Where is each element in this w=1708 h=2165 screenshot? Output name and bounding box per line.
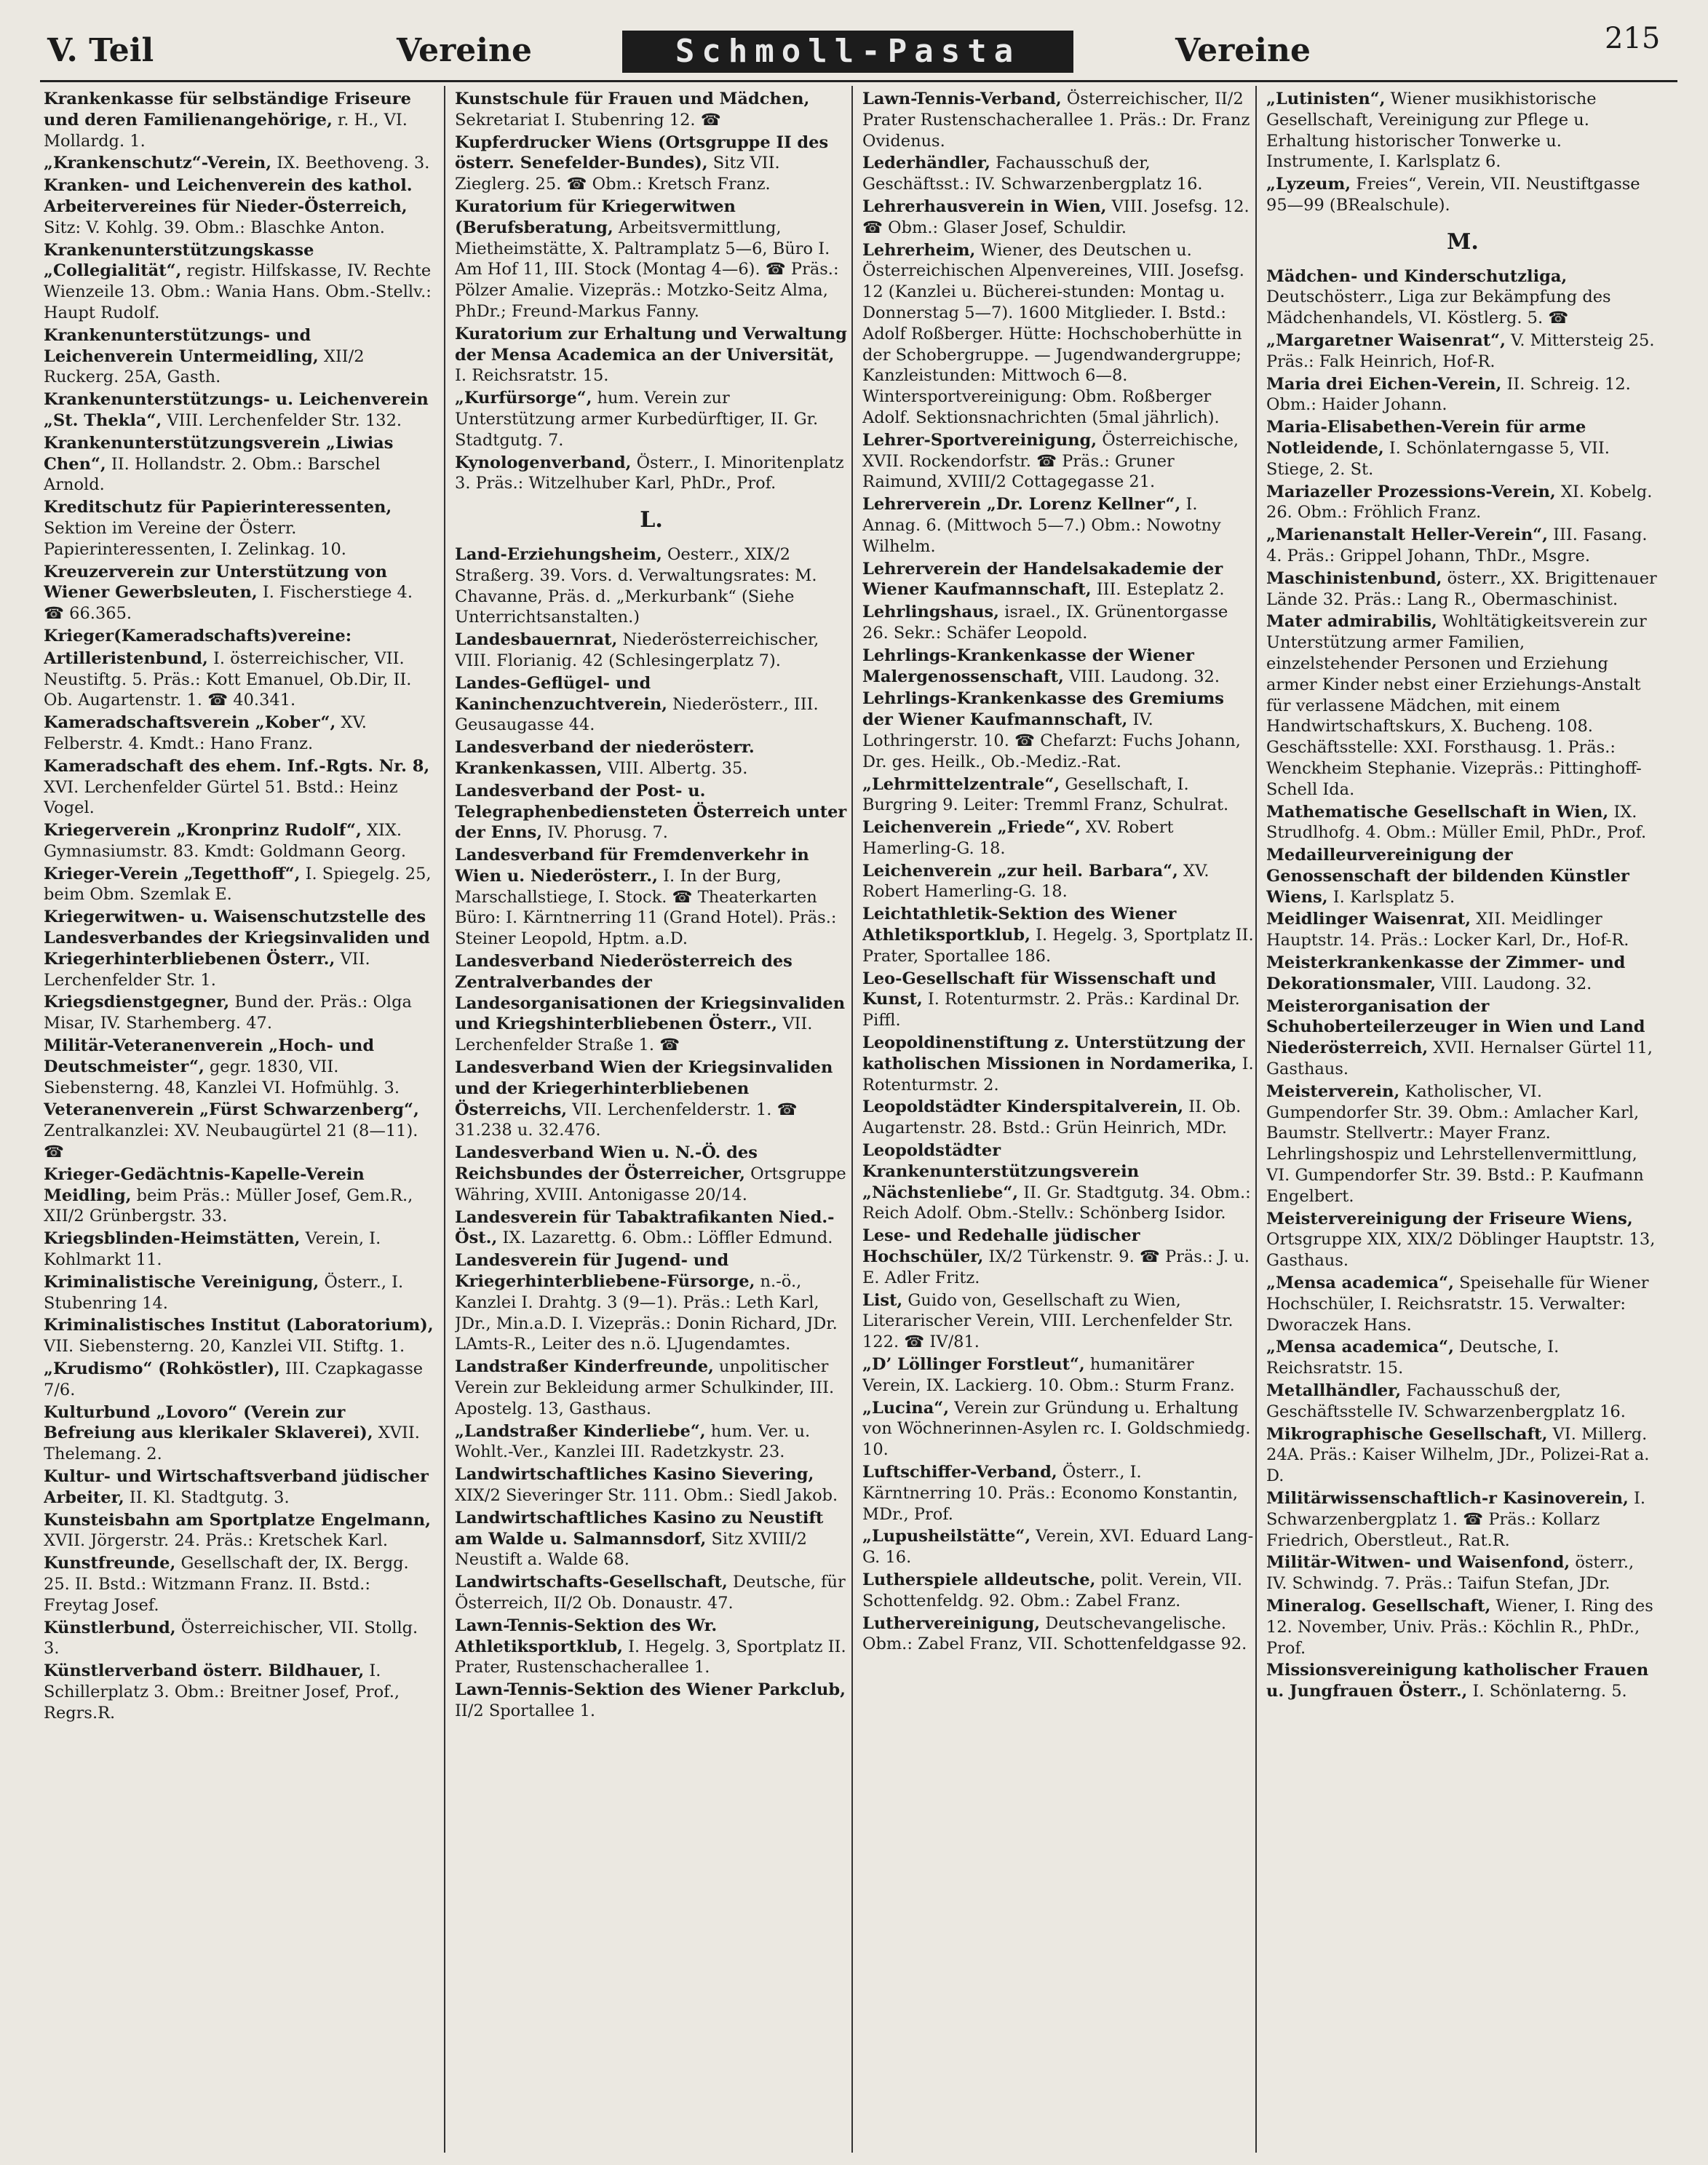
directory-entry: Medailleurvereinigung der Genossenschaft der bildenden Künstler Wiens, I. Karlsplatz 5. — [1266, 846, 1629, 907]
directory-entry: Luthervereinigung, Deutschevangelische. Obm.: Zabel Franz, VII. Schottenfeldgasse 92. — [862, 1613, 1247, 1654]
directory-entry: „Lucina“, Verein zur Gründung u. Erhaltung von Wöchnerinnen-Asylen rc. I. Goldschmiedg. 10. — [862, 1398, 1251, 1460]
directory-entry: Landwirtschaftliches Kasino Sievering, XIX/2 Sieveringer Str. 111. Obm.: Siedl Jakob. — [455, 1465, 838, 1505]
directory-entry: Mikrographische Gesellschaft, VI. Millerg. 24A. Präs.: Kaiser Wilhelm, JDr., Polizei-Rat a. D. — [1266, 1424, 1650, 1486]
directory-entry: „Lupusheilstätte“, Verein, XVI. Eduard Lang-G. 16. — [862, 1527, 1254, 1568]
directory-entry: Kriegsdienstgegner, Bund der. Präs.: Olga Misar, IV. Starhemberg. 47. — [44, 993, 412, 1033]
directory-entry: Meidlinger Waisenrat, XII. Meidlinger Hauptstr. 14. Präs.: Locker Karl, Dr., Hof-R. — [1266, 910, 1629, 950]
directory-entry: Leo-Gesellschaft für Wissenschaft und Kunst, I. Rotenturmstr. 2. Präs.: Kardinal Dr. Piffl. — [862, 969, 1240, 1030]
directory-entry: Landesbauernrat, Niederösterreichischer, VIII. Florianig. 42 (Schlesingerplatz 7). — [455, 630, 819, 670]
directory-entry: Lehrerverein der Handelsakademie der Wiener Kaufmannschaft, III. Esteplatz 2. — [862, 559, 1225, 600]
right-running-title: Vereine — [1175, 32, 1311, 69]
column-divider — [1255, 86, 1257, 2153]
directory-entry: Kulturbund „Lovoro“ (Verein zur Befreiung aus klerikaler Sklaverei), XVII. Thelemang. 2. — [44, 1402, 420, 1464]
directory-entry: Landesverband der Post- u. Telegraphenbediensteten Österreich unter der Enns, IV. Phorusg. 7. — [455, 781, 847, 843]
directory-entry: Lehrlingshaus, israel., IX. Grünentorgasse 26. Sekr.: Schäfer Leopold. — [862, 603, 1228, 643]
advertisement-banner: Schmoll-Pasta — [622, 31, 1073, 73]
directory-entry: Mathematische Gesellschaft in Wien, IX. Strudlhofg. 4. Obm.: Müller Emil, PhDr., Prof. — [1266, 802, 1647, 843]
directory-entry: Lawn-Tennis-Verband, Österreichischer, II/2 Prater Rustenschacherallee 1. Präs.: Dr. Franz Ovidenus. — [862, 90, 1250, 151]
directory-entry: Kriegerwitwen- u. Waisenschutzstelle des Landesverbandes der Kriegsinvaliden und Kriegerhinterbliebenen Österr., VII. Lerchenfelder Str. 1. — [44, 907, 430, 990]
directory-entry: „Lehrmittelzentrale“, Gesellschaft, I. Burgring 9. Leiter: Tremml Franz, Schulrat. — [862, 774, 1229, 815]
section-letter: M. — [1447, 229, 1479, 255]
directory-entry: Leichtathletik-Sektion des Wiener Athletiksportklub, I. Hegelg. 3, Sportplatz II. Prater, Sportallee 186. — [862, 905, 1254, 966]
directory-entry: Leopoldstädter Kinderspitalverein, II. Ob. Augartenstr. 28. Bstd.: Grün Heinrich, MDr. — [862, 1097, 1242, 1138]
directory-entry: Militärwissenschaftlich-r Kasinoverein, I. Schwarzenbergplatz 1. ☎ Präs.: Kollarz Friedrich, Oberstleut., Rat.R. — [1266, 1489, 1646, 1550]
column-4 — [1266, 89, 1659, 2148]
directory-entry: Künstlerverband österr. Bildhauer, I. Schillerplatz 3. Obm.: Breitner Josef, Prof., Regrs.R. — [44, 1661, 400, 1723]
directory-entry: Mineralog. Gesellschaft, Wiener, I. Ring des 12. November, Univ. Präs.: Köchlin R., PhDr., Prof. — [1266, 1596, 1653, 1658]
directory-entry: Kriminalistische Vereinigung, Österr., I. Stubenring 14. — [44, 1272, 404, 1313]
directory-entry: Landwirtschafts-Gesellschaft, Deutsche, für Österreich, II/2 Ob. Donaustr. 47. — [455, 1573, 846, 1613]
directory-entry: Militär-Witwen- und Waisenfond, österr., IV. Schwindg. 7. Präs.: Taifun Stefan, JDr. — [1266, 1553, 1634, 1594]
directory-entry: Krankenunterstützungs- u. Leichenverein „St. Thekla“, VIII. Lerchenfelder Str. 132. — [44, 390, 429, 430]
directory-entry: Krieger(Kameradschafts)vereine: — [44, 626, 352, 645]
directory-entry: Kupferdrucker Wiens (Ortsgruppe II des österr. Senefelder-Bundes), Sitz VII. Zieglerg. 25. ☎ Obm.: Kretsch Franz. — [455, 132, 829, 194]
directory-entry: Kreditschutz für Papierinteressenten, Sektion im Vereine der Österr. Papierinteressenten, I. Zelinkag. 10. — [44, 498, 392, 559]
directory-entry: Landesverband der niederösterr. Krankenkassen, VIII. Albertg. 35. — [455, 738, 755, 778]
directory-entry: Maria drei Eichen-Verein, II. Schreig. 12. Obm.: Haider Johann. — [1266, 374, 1631, 415]
directory-entry: „Mensa academica“, Deutsche, I. Reichsratstr. 15. — [1266, 1338, 1560, 1378]
directory-entry: List, Guido von, Gesellschaft zu Wien, Literarischer Verein, VIII. Lerchenfelder Str. 122. ☎ IV/81. — [862, 1290, 1234, 1352]
directory-entry: „Krudismo“ (Rohköstler), III. Czapkagasse 7/6. — [44, 1359, 424, 1399]
directory-entry: Kameradschaft des ehem. Inf.-Rgts. Nr. 8, XVI. Lerchenfelder Gürtel 51. Bstd.: Heinz Vogel. — [44, 756, 430, 818]
directory-entry: „Margaretner Waisenrat“, V. Mittersteig 25. Präs.: Falk Heinrich, Hof-R. — [1266, 330, 1655, 371]
directory-entry: „Marienanstalt Heller-Verein“, III. Fasang. 4. Präs.: Grippel Johann, ThDr., Msgre. — [1266, 525, 1648, 565]
directory-entry: Landesverein für Jugend- und Kriegerhinterbliebene-Fürsorge, n.-ö., Kanzlei I. Drahtg. 3 (9—1). Präs.: Leth Karl, JDr., Min.a.D. I. Vizepräs.: Donin Richard, JDr. LAmts-R., Leiter des n.ö. LJugendamtes. — [455, 1251, 838, 1354]
directory-entry: Land-Erziehungsheim, Oesterr., XIX/2 Straßerg. 39. Vors. d. Verwaltungsrates: M. Chavanne, Präs. d. „Merkurbank“ (Siehe Unterrichtsanstalten.) — [455, 544, 817, 627]
directory-entry: Kuratorium zur Erhaltung und Verwaltung der Mensa Academica an der Universität, I. Reichsratstr. 15. — [455, 324, 847, 386]
directory-entry: Krieger-Gedächtnis-Kapelle-Verein Meidling, beim Präs.: Müller Josef, Gem.R., XII/2 Grünbergstr. 33. — [44, 1164, 413, 1226]
directory-entry: Kunstfreunde, Gesellschaft der, IX. Bergg. 25. II. Bstd.: Witzmann Franz. II. Bstd.: Freytag Josef. — [44, 1554, 409, 1615]
directory-entry: Leichenverein „Friede“, XV. Robert Hamerling-G. 18. — [862, 818, 1174, 858]
directory-entry: Lehrer-Sportvereinigung, Österreichische, XVII. Rockendorfstr. ☎ Präs.: Gruner Raimund, XVIII/2 Cottagegasse 21. — [862, 430, 1239, 492]
directory-entry: Leichenverein „zur heil. Barbara“, XV. Robert Hamerling-G. 18. — [862, 861, 1209, 902]
directory-entry: Krankenunterstützungs- und Leichenverein Untermeidling, XII/2 Ruckerg. 25A, Gasth. — [44, 325, 365, 387]
directory-entry: Artilleristenbund, I. österreichischer, VII. Neustiftg. 5. Präs.: Kott Emanuel, Ob.Dir, II. Ob. Augartenstr. 1. ☎ 40.341. — [44, 648, 412, 710]
directory-entry: Kultur- und Wirtschaftsverband jüdischer Arbeiter, II. Kl. Stadtgutg. 3. — [44, 1467, 429, 1507]
directory-entry: Krankenunterstützungsverein „Liwias Chen“, II. Hollandstr. 2. Obm.: Barschel Arnold. — [44, 433, 394, 495]
directory-entry: Landesverband Wien der Kriegsinvaliden und der Kriegerhinterbliebenen Österreichs, VII. Lerchenfelderstr. 1. ☎ 31.238 u. 32.476. — [455, 1058, 833, 1140]
directory-entry: „Mensa academica“, Speisehalle für Wiener Hochschüler, I. Reichsratstr. 15. Verwalter: Dworaczek Hans. — [1266, 1274, 1649, 1335]
directory-entry: Lederhändler, Fachausschuß der, Geschäftsst.: IV. Schwarzenbergplatz 16. — [862, 154, 1203, 194]
directory-entry: Kunsteisbahn am Sportplatze Engelmann, XVII. Jörgerstr. 24. Präs.: Kretschek Karl. — [44, 1510, 431, 1551]
directory-entry: Militär-Veteranenverein „Hoch- und Deutschmeister“, gegr. 1830, VII. Siebensterng. 48, Kanzlei VI. Hofmühlg. 3. — [44, 1036, 400, 1097]
directory-entry: Lawn-Tennis-Sektion des Wr. Athletiksportklub, I. Hegelg. 3, Sportplatz II. Prater, Rustenschacherallee 1. — [455, 1616, 846, 1677]
directory-entry: Landes-Geflügel- und Kaninchenzuchtverein, Niederösterr., III. Geusaugasse 44. — [455, 673, 819, 735]
page-header — [40, 22, 1677, 80]
directory-entry: Kreuzerverein zur Unterstützung von Wiener Gewerbsleuten, I. Fischerstiege 4. ☎ 66.365. — [44, 562, 413, 624]
directory-entry: Kynologenverband, Österr., I. Minoritenplatz 3. Präs.: Witzelhuber Karl, PhDr., Prof. — [455, 453, 844, 493]
directory-entry: Krieger-Verein „Tegetthoff“, I. Spiegelg. 25, beim Obm. Szemlak E. — [44, 864, 432, 905]
page-number: 215 — [1605, 22, 1661, 55]
directory-entry: Missionsvereinigung katholischer Frauen u. Jungfrauen Österr., I. Schönlaterng. 5. — [1266, 1661, 1649, 1701]
directory-entry: „Lutinisten“, Wiener musikhistorische Gesellschaft, Vereinigung zur Pflege u. Erhaltung historischer Tonwerke u. Instrumente, I. Karlsplatz 6. — [1266, 90, 1597, 172]
directory-entry: Leopoldstädter Krankenunterstützungsverein „Nächstenliebe“, II. Gr. Stadtgutg. 34. Obm.: Reich Adolf. Obm.-Stellv.: Schönberg Isidor. — [862, 1141, 1251, 1223]
part-label: V. Teil — [47, 32, 154, 69]
directory-entry: Kriminalistisches Institut (Laboratorium), VII. Siebensterng. 20, Kanzlei VII. Stiftg. 1. — [44, 1316, 434, 1356]
directory-entry: Maria-Elisabethen-Verein für arme Notleidende, I. Schönlaterngasse 5, VII. Stiege, 2. St. — [1266, 418, 1610, 479]
directory-entry: „Krankenschutz“-Verein, IX. Beethoveng. 3. — [44, 154, 430, 173]
directory-entry: Landstraßer Kinderfreunde, unpolitischer Verein zur Bekleidung armer Schulkinder, III. Apostelg. 13, Gasthaus. — [455, 1357, 835, 1418]
section-letter: L. — [640, 507, 663, 533]
directory-entry: „Landstraßer Kinderliebe“, hum. Ver. u. Wohlt.-Ver., Kanzlei III. Radetzkystr. 23. — [455, 1421, 811, 1462]
directory-entry: Meisterverein, Katholischer, VI. Gumpendorfer Str. 39. Obm.: Amlacher Karl, Baumstr. Stellvertr.: Mayer Franz. Lehrlingshospiz und Lehrstellenvermittlung, VI. Gumpendorfer Str. 39. Bstd.: P. Kaufmann Engelbert. — [1266, 1081, 1644, 1206]
directory-entry: Leopoldinenstiftung z. Unterstützung der katholischen Missionen in Nordamerika, I. Rotenturmstr. 2. — [862, 1033, 1254, 1095]
directory-entry: „D’ Löllinger Forstleut“, humanitärer Verein, IX. Lackierg. 10. Obm.: Sturm Franz. — [862, 1355, 1235, 1395]
directory-entry: „Lyzeum, Freies“, Verein, VII. Neustiftgasse 95—99 (BRealschule). — [1266, 175, 1640, 215]
column-divider — [444, 86, 445, 2153]
directory-entry: Kriegsblinden-Heimstätten, Verein, I. Kohlmarkt 11. — [44, 1229, 381, 1270]
column-3 — [862, 89, 1255, 2148]
directory-entry: Mater admirabilis, Wohltätigkeitsverein zur Unterstützung armer Familien, einzelstehender Personen und Erziehung armer Kinder nebst einer Erziehungs-Anstalt für verlassene Mädchen, mit einem Handwirtschaftskurs, X. Bucheng. 108. Geschäftsstelle: XXI. Forsthausg. 1. Präs.: Wenckheim Stephanie. Vizepräs.: Pittinghoff-Schell Ida. — [1266, 612, 1647, 799]
directory-entry: Lese- und Redehalle jüdischer Hochschüler, IX/2 Türkenstr. 9. ☎ Präs.: J. u. E. Adler Fritz. — [862, 1226, 1250, 1287]
directory-entry: Künstlerbund, Österreichischer, VII. Stollg. 3. — [44, 1618, 418, 1658]
directory-entry: Lutherspiele alldeutsche, polit. Verein, VII. Schottenfeldg. 92. Obm.: Zabel Franz. — [862, 1570, 1242, 1610]
directory-entry: Maschinistenbund, österr., XX. Brigittenauer Lände 32. Präs.: Lang R., Obermaschinist. — [1266, 568, 1657, 609]
column-divider — [851, 86, 853, 2153]
directory-entry: Luftschiffer-Verband, Österr., I. Kärntnerring 10. Präs.: Economo Konstantin, MDr., Prof. — [862, 1463, 1239, 1524]
directory-entry: Landesverband Wien u. N.-Ö. des Reichsbundes der Österreicher, Ortsgruppe Währing, XVIII. Antonigasse 20/14. — [455, 1143, 846, 1204]
directory-entry: Meisterkrankenkasse der Zimmer- und Dekorationsmaler, VIII. Laudong. 32. — [1266, 953, 1626, 993]
directory-entry: Kriegerverein „Kronprinz Rudolf“, XIX. Gymnasiumstr. 83. Kmdt: Goldmann Georg. — [44, 821, 407, 861]
directory-entry: Landesverband Niederösterreich des Zentralverbandes der Landesorganisationen der Kriegsinvaliden und Kriegshinterbliebenen Österr., VII. Lerchenfelder Straße 1. ☎ — [455, 952, 846, 1055]
header-rule — [40, 80, 1677, 82]
directory-entry: Lehrerheim, Wiener, des Deutschen u. Österreichischen Alpenvereines, VIII. Josefsg. 12 (Kanzlei u. Bücherei-stunden: Montag u. Donnerstag 5—7). 1600 Mitglieder. I. Bstd.: Adolf Roßberger. Hütte: Hochschoberhütte in der Schobergruppe. — Jugendwandergruppe; Kanzleistunden: Mittwoch 6—8. Wintersportvereinigung: Obm. Roßberger Adolf. Sektionsnachrichten (5mal jährlich). — [862, 240, 1244, 427]
directory-entry: Meisterorganisation der Schuhoberteilerzeuger in Wien und Land Niederösterreich, XVII. Hernalser Gürtel 11, Gasthaus. — [1266, 996, 1653, 1079]
directory-entry: Landesverein für Tabaktrafikanten Nied.-Öst., IX. Lazarettg. 6. Obm.: Löffler Edmund. — [455, 1207, 835, 1248]
directory-entry: Kranken- und Leichenverein des kathol. Arbeitervereines für Nieder-Österreich, Sitz: V. Kohlg. 39. Obm.: Blaschke Anton. — [44, 176, 413, 237]
directory-entry: „Kurfürsorge“, hum. Verein zur Unterstützung armer Kurbedürftiger, II. Gr. Stadtgutg. 7. — [455, 389, 819, 450]
directory-entry: Meistervereinigung der Friseure Wiens, Ortsgruppe XIX, XIX/2 Döblinger Hauptstr. 13, Gasthaus. — [1266, 1209, 1656, 1271]
directory-entry: Mariazeller Prozessions-Verein, XI. Kobelg. 26. Obm.: Fröhlich Franz. — [1266, 482, 1653, 523]
directory-entry: Krankenkasse für selbständige Friseure und deren Familienangehörige, r. H., VI. Mollardg. 1. — [44, 90, 411, 151]
directory-entry: Mädchen- und Kinderschutzliga, Deutschösterr., Liga zur Bekämpfung des Mädchenhandels, VI. Köstlerg. 5. ☎ — [1266, 266, 1611, 328]
directory-entry: Lawn-Tennis-Sektion des Wiener Parkclub, II/2 Sportallee 1. — [455, 1680, 846, 1720]
directory-entry: Kunstschule für Frauen und Mädchen, Sekretariat I. Stubenring 12. ☎ — [455, 90, 810, 130]
directory-entry: Lehrlings-Krankenkasse der Wiener Malergenossenschaft, VIII. Laudong. 32. — [862, 645, 1220, 686]
directory-entry: Krankenunterstützungskasse „Collegialität“, registr. Hilfskasse, IV. Rechte Wienzeile 13. Obm.: Wania Hans. Obm.-Stellv.: Haupt Rudolf. — [44, 240, 432, 322]
directory-entry: Lehrerverein „Dr. Lorenz Kellner“, I. Annag. 6. (Mittwoch 5—7.) Obm.: Nowotny Wilhelm. — [862, 495, 1221, 556]
directory-entry: Veteranenverein „Fürst Schwarzenberg“, Zentralkanzlei: XV. Neubaugürtel 21 (8—11). ☎ — [44, 1100, 419, 1162]
directory-entry: Landwirtschaftliches Kasino zu Neustift am Walde u. Salmannsdorf, Sitz XVIII/2 Neustift a. Walde 68. — [455, 1508, 824, 1570]
directory-entry: Lehrerhausverein in Wien, VIII. Josefsg. 12. ☎ Obm.: Glaser Josef, Schuldir. — [862, 196, 1250, 237]
directory-entry: Landesverband für Fremdenverkehr in Wien u. Niederösterr., I. In der Burg, Marschallstiege, I. Stock. ☎ Theaterkarten Büro: I. Kärntnerring 11 (Grand Hotel). Präs.: Steiner Leopold, Hptm. a.D. — [455, 846, 837, 949]
directory-entry: Kuratorium für Kriegerwitwen (Berufsberatung, Arbeitsvermittlung, Mietheimstätte, X. Paltramplatz 5—6, Büro I. Am Hof 11, III. Stock (Montag 4—6). ☎ Präs.: Pölzer Amalie. Vizepräs.: Motzko-Seitz Alma, PhDr.; Freund-Markus Fanny. — [455, 196, 839, 321]
directory-entry: Metallhändler, Fachausschuß der, Geschäftsstelle IV. Schwarzenbergplatz 16. — [1266, 1381, 1626, 1421]
column-2 — [455, 89, 848, 2148]
directory-entry: Lehrlings-Krankenkasse des Gremiums der Wiener Kaufmannschaft, IV. Lothringerstr. 10. ☎ Chefarzt: Fuchs Johann, Dr. ges. Heilk., Ob.-Mediz.-Rat. — [862, 689, 1241, 771]
column-1 — [44, 89, 437, 2148]
left-running-title: Vereine — [397, 32, 532, 69]
directory-entry: Kameradschaftsverein „Kober“, XV. Felberstr. 4. Kmdt.: Hano Franz. — [44, 713, 367, 753]
